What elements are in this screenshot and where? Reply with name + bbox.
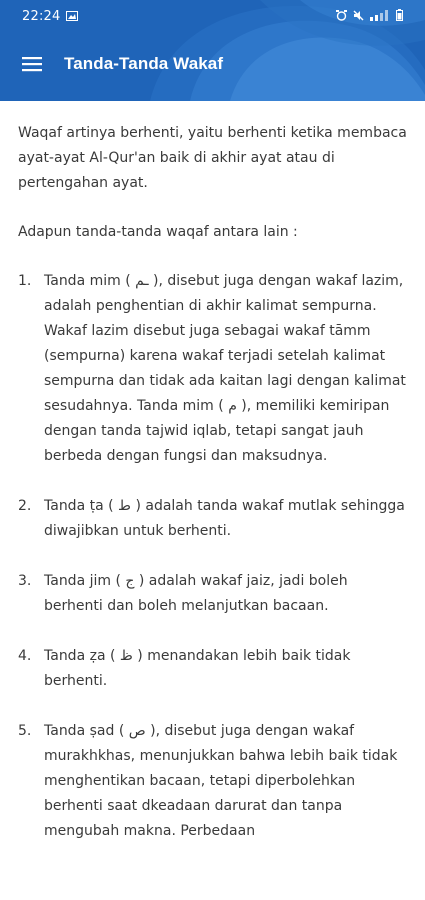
page-title: Tanda-Tanda Wakaf <box>64 54 224 73</box>
toolbar <box>0 44 425 84</box>
list-item-text: Tanda mim ( ـم ), disebut juga dengan wakaf lazim, adalah penghentian di akhir kalimat sempurna. Wakaf lazim disebut juga sebagai wakaf tāmm (sempurna) karena wakaf terjadi setelah kalimat sempurna dan tidak ada kaitan lagi dengan kalimat sesudahnya. Tanda mim ( م ), memiliki kemiripan dengan tanda tajwid iqlab, tetapi sangat jauh berbeda dengan fungsi dan maksudnya. <box>44 273 406 464</box>
list-item <box>18 644 407 694</box>
list-item-number: 2. <box>18 498 32 514</box>
list-item-number: 4. <box>18 648 32 664</box>
alarm-icon <box>336 10 347 21</box>
status-bar <box>0 0 425 32</box>
gallery-icon <box>66 11 78 21</box>
mute-icon <box>353 10 364 21</box>
status-icons <box>336 9 403 21</box>
list-item <box>18 494 407 544</box>
article-content <box>0 101 425 900</box>
list-item-text: Tanda ṣad ( ص ), disebut juga dengan wakaf murakhkhas, menunjukkan bahwa lebih baik tidak menghentikan bacaan, tetapi diperbolehkan berhenti saat dkeadaan darurat dan tanpa mengubah makna. Perbedaan <box>44 723 398 839</box>
intro-paragraph: Waqaf artinya berhenti, yaitu berhenti ketika membaca ayat-ayat Al-Qur'an baik di akhir ayat atau di pertengahan ayat. <box>18 125 407 191</box>
list-item-text: Tanda ẓa ( ظ ) menandakan lebih baik tidak berhenti. <box>44 648 351 689</box>
waqaf-list <box>18 269 407 844</box>
list-item-number: 3. <box>18 573 32 589</box>
signal-icon <box>370 10 390 21</box>
list-item-number: 5. <box>18 723 32 739</box>
list-item-text: Tanda ṭa ( ط ) adalah tanda wakaf mutlak sehingga diwajibkan untuk berhenti. <box>44 498 405 539</box>
list-heading: Adapun tanda-tanda waqaf antara lain : <box>18 224 298 240</box>
hamburger-menu-icon <box>22 56 42 72</box>
list-item <box>18 269 407 469</box>
battery-icon <box>396 9 403 21</box>
list-item-text: Tanda jim ( ج ) adalah wakaf jaiz, jadi boleh berhenti dan boleh melanjutkan bacaan. <box>44 573 348 614</box>
status-time: 22:24 <box>22 8 61 24</box>
app-bar <box>0 0 425 101</box>
list-item <box>18 569 407 619</box>
list-item <box>18 719 407 844</box>
menu-button[interactable] <box>0 44 64 84</box>
list-item-number: 1. <box>18 273 32 289</box>
